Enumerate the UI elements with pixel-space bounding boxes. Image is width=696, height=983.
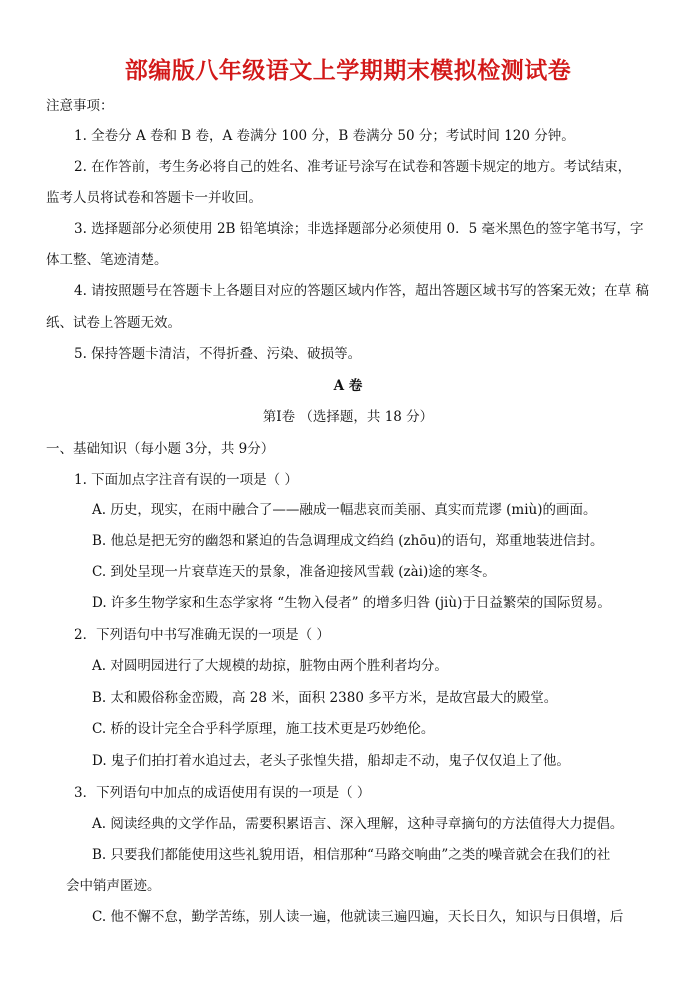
notice-item-continued: 纸、试卷上答题无效。 <box>46 315 181 331</box>
notice-item: 1. 全卷分 A 卷和 B 卷，A 卷满分 100 分，B 卷满分 50 分；考试时间 120 分钟。 <box>74 128 575 144</box>
question-option: C. 桥的设计完全合乎科学原理，施工技术更是巧妙绝伦。 <box>92 721 435 737</box>
notice-item: 5. 保持答题卡清洁，不得折叠、污染、破损等。 <box>74 346 362 362</box>
section-subtitle: 第Ⅰ卷 （选择题，共 18 分） <box>262 409 434 425</box>
notice-item-continued: 体工整、笔迹清楚。 <box>46 252 168 268</box>
question-option: A. 阅读经典的文学作品，需要积累语言、深入理解，这种寻章摘句的方法值得大力提倡。 <box>92 816 624 832</box>
part-heading: 一、基础知识（每小题 3分，共 9分） <box>46 441 275 457</box>
question-option: B. 太和殿俗称金峦殿，高 28 米，面积 2380 多平方米，是故宫最大的殿堂。 <box>92 690 558 706</box>
question-stem: 2．下列语句中书写准确无误的一项是（ ） <box>74 627 330 643</box>
notice-heading: 注意事项： <box>46 98 114 114</box>
question-option: C. 他不懈不怠，勤学苦练，别人读一遍，他就读三遍四遍，天长日久，知识与日俱增，后 <box>92 909 624 925</box>
notice-item: 3. 选择题部分必须使用 2B 铅笔填涂；非选择题部分必须使用 0．5 毫米黑色的签字笔书写，字 <box>74 221 644 237</box>
notice-item-continued: 监考人员将试卷和答题卡一并收回。 <box>46 190 262 206</box>
question-option: A. 历史，现实，在雨中融合了——融成一幅悲哀而美丽、真实而荒谬 (miù)的画面。 <box>92 502 597 518</box>
question-stem: 3．下列语句中加点的成语使用有误的一项是（ ） <box>74 785 371 801</box>
section-title: A 卷 <box>333 378 363 394</box>
question-option: D. 许多生物学家和生态学家将 “生物入侵者” 的增多归咎 (jiù)于日益繁荣的国际贸易。 <box>92 595 611 611</box>
question-option: B. 他总是把无穷的幽怨和紧迫的告急调理成文绉绉 (zhōu)的语句，郑重地装进信封。 <box>92 533 604 549</box>
question-option-continued: 会中销声匿迹。 <box>66 878 161 894</box>
question-stem: 1. 下面加点字注音有误的一项是（ ） <box>74 472 298 488</box>
document-title: 部编版八年级语文上学期期末模拟检测试卷 <box>124 58 572 84</box>
question-option: A. 对圆明园进行了大规模的劫掠，脏物由两个胜利者均分。 <box>92 658 448 674</box>
question-option: B. 只要我们都能使用这些礼貌用语，相信那种“马路交响曲”之类的噪音就会在我们的社 <box>92 847 611 863</box>
question-option: D. 鬼子们拍打着水追过去，老头子张惶失措，船却走不动，鬼子仅仅追上了他。 <box>92 753 570 769</box>
question-option: C. 到处呈现一片衰草连天的景象，准备迎接风雪载 (zài)途的寒冬。 <box>92 564 496 580</box>
notice-item: 2. 在作答前，考生务必将自己的姓名、准考证号涂写在试卷和答题卡规定的地方。考试结束， <box>74 159 632 175</box>
notice-item: 4. 请按照题号在答题卡上各题目对应的答题区域内作答，超出答题区域书写的答案无效；在草 稿 <box>74 283 649 299</box>
